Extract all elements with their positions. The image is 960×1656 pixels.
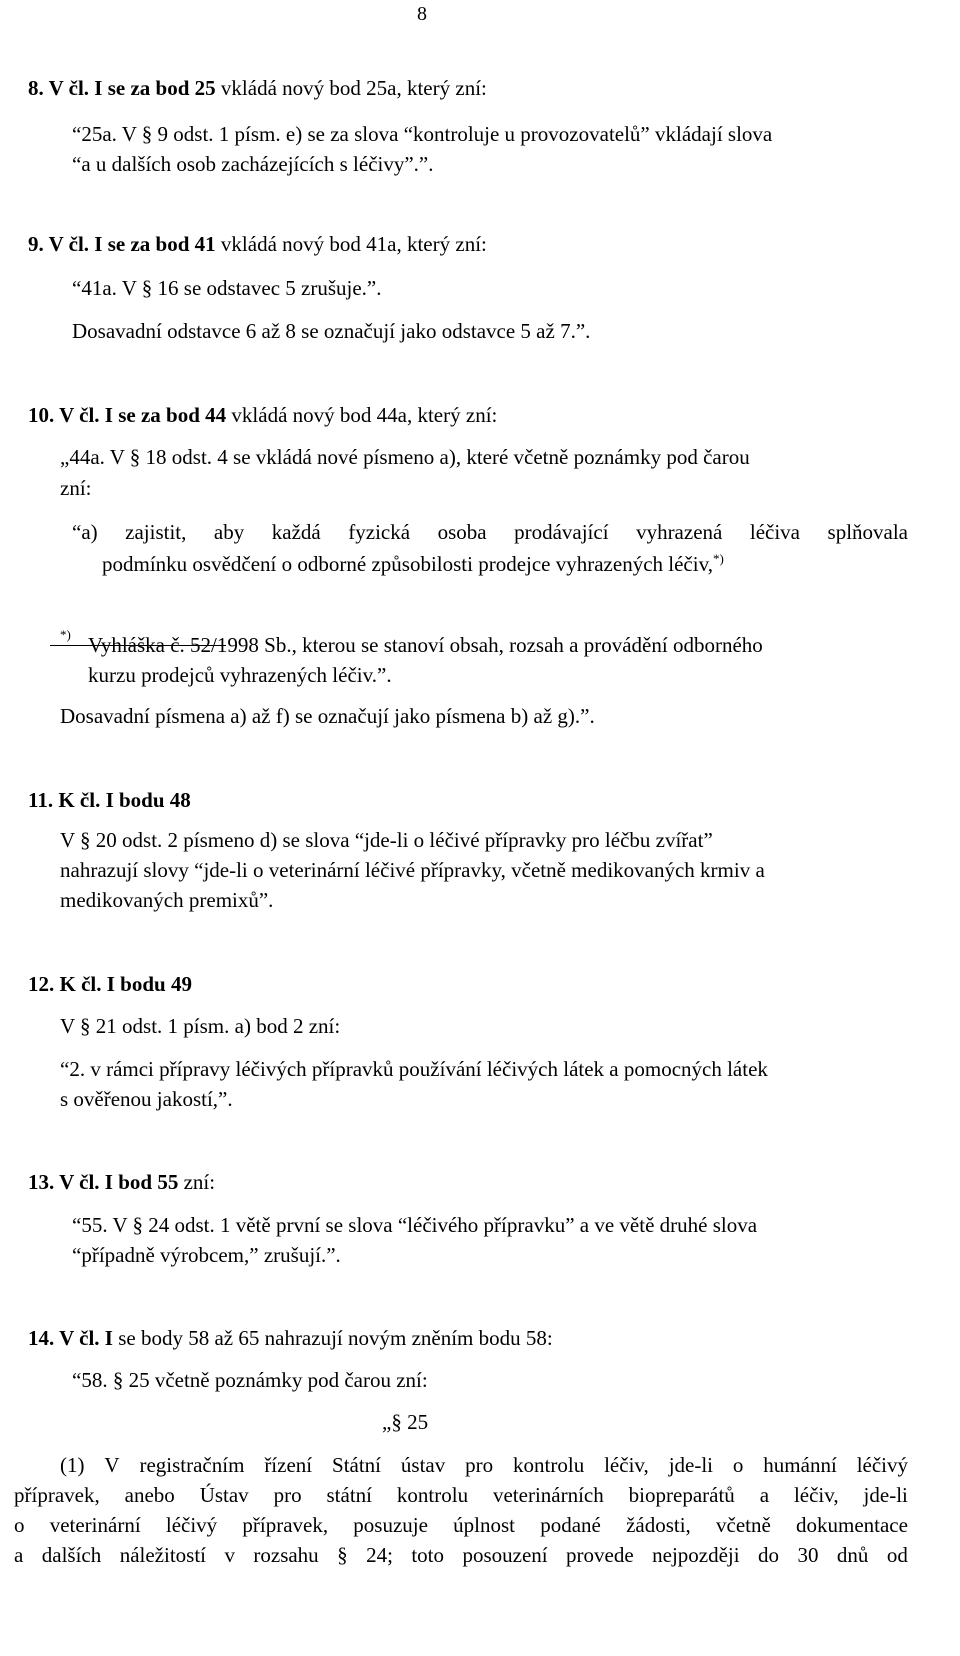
item-10-heading-bold: 10. V čl. I se za bod 44 xyxy=(28,403,227,427)
page-number: 8 xyxy=(417,3,427,25)
paragraph-1-line-3 xyxy=(14,1515,908,1536)
item-14-heading xyxy=(28,1328,553,1349)
word: splňovala xyxy=(827,520,908,544)
word: provede xyxy=(566,1543,634,1567)
item-9-heading xyxy=(28,234,487,255)
paragraph-1-text-3 xyxy=(14,1515,908,1536)
paragraph-1-text-1 xyxy=(60,1455,908,1476)
footnote-marker xyxy=(60,628,71,641)
word: podané xyxy=(540,1513,601,1537)
word: rozsahu xyxy=(253,1543,319,1567)
word: posuzuje xyxy=(353,1513,428,1537)
item-11-line-2: nahrazují slovy “jde-li o veterinární léčivé přípravky, včetně medikovaných krmiv a xyxy=(60,858,765,882)
word: léčiv, xyxy=(604,1453,649,1477)
word: 30 xyxy=(797,1543,819,1567)
word: a xyxy=(759,1483,770,1507)
word: včetně xyxy=(716,1513,771,1537)
word: léčiv, xyxy=(793,1483,839,1507)
word: posouzení xyxy=(462,1543,548,1567)
word: humánní xyxy=(763,1453,837,1477)
word: léčivý xyxy=(165,1513,218,1537)
word: kontrolu xyxy=(513,1453,585,1477)
item-13-heading xyxy=(28,1172,215,1193)
item-10-line-1: „44a. V § 18 odst. 4 se vkládá nové písmeno a), které včetně poznámky pod čarou xyxy=(60,445,750,469)
footnote-line-1: Vyhláška č. 52/1998 Sb., kterou se stanoví obsah, rozsah a provádění odborného xyxy=(88,633,763,657)
word: toto xyxy=(411,1543,445,1567)
item-13-heading-rest: zní: xyxy=(178,1170,216,1194)
word: fyzická xyxy=(348,520,411,544)
word: § xyxy=(337,1543,348,1567)
paragraph-1-text-4 xyxy=(14,1545,908,1566)
word: přípravek, xyxy=(14,1483,100,1507)
item-9-line-2: Dosavadní odstavce 6 až 8 se označují jako odstavce 5 až 7.”. xyxy=(72,319,591,343)
section-heading: „§ 25 xyxy=(382,1410,429,1434)
item-8-heading-rest: vkládá nový bod 25a, který zní: xyxy=(215,76,487,100)
word: jde-li xyxy=(668,1453,714,1477)
item-11-heading: 11. K čl. I bodu 48 xyxy=(28,788,191,812)
word: úplnost xyxy=(453,1513,515,1537)
item-14-line-1: “58. § 25 včetně poznámky pod čarou zní: xyxy=(72,1368,428,1392)
word: státní xyxy=(326,1483,372,1507)
item-10-heading-rest: vkládá nový bod 44a, který zní: xyxy=(226,403,498,427)
word: pro xyxy=(465,1453,494,1477)
item-10-letter-a-line-2 xyxy=(102,552,724,575)
word: přípravek, xyxy=(242,1513,329,1537)
word: v xyxy=(224,1543,235,1567)
word: Ústav xyxy=(199,1483,249,1507)
item-9-heading-rest: vkládá nový bod 41a, který zní: xyxy=(215,232,487,256)
footnote-reference: *) xyxy=(712,551,724,566)
word: dokumentace xyxy=(796,1513,908,1537)
word: od xyxy=(886,1543,908,1567)
word: vyhrazená xyxy=(636,520,723,544)
word: veterinární xyxy=(49,1513,141,1537)
word: nejpozději xyxy=(652,1543,740,1567)
letter-a-text xyxy=(72,522,908,543)
footnote-marker-text: *) xyxy=(60,627,71,642)
paragraph-1-line-1 xyxy=(60,1455,908,1476)
letter-a-text-2: podmínku osvědčení o odborné způsobilosti prodejce vyhrazených léčiv, xyxy=(102,552,713,576)
item-12-heading: 12. K čl. I bodu 49 xyxy=(28,972,192,996)
word: o xyxy=(732,1453,744,1477)
item-10-heading xyxy=(28,405,497,426)
item-13-line-2: “případně výrobcem,” zrušují.”. xyxy=(72,1243,341,1267)
word: zajistit, xyxy=(125,520,187,544)
word: anebo xyxy=(124,1483,175,1507)
item-8-heading-bold: 8. V čl. I se za bod 25 xyxy=(28,76,216,100)
item-8-line-1: “25a. V § 9 odst. 1 písm. e) se za slova “kontroluje u provozovatelů” vkládají slova xyxy=(72,122,773,146)
item-12-line-1: V § 21 odst. 1 písm. a) bod 2 zní: xyxy=(60,1014,341,1038)
word: registračním xyxy=(139,1453,245,1477)
item-10-line-2: zní: xyxy=(60,476,92,500)
item-14-heading-rest: se body 58 až 65 nahrazují novým zněním bodu 58: xyxy=(112,1326,553,1350)
footnote-line-2: kurzu prodejců vyhrazených léčiv.”. xyxy=(88,663,392,687)
paragraph-1-line-4 xyxy=(14,1545,908,1566)
item-12-line-3: s ověřenou jakostí,”. xyxy=(60,1087,233,1111)
item-14-heading-bold: 14. V čl. I xyxy=(28,1326,113,1350)
word: “a) xyxy=(72,520,98,544)
item-12-line-2: “2. v rámci přípravy léčivých přípravků používání léčivých látek a pomocných látek xyxy=(60,1057,768,1081)
word: kontrolu xyxy=(396,1483,469,1507)
item-8-heading xyxy=(28,78,487,99)
item-10-letter-a-line-1 xyxy=(72,522,908,543)
word: 24; xyxy=(366,1543,393,1567)
word: a xyxy=(14,1543,24,1567)
word: řízení xyxy=(264,1453,313,1477)
word: dalších xyxy=(41,1543,102,1567)
word: léčiva xyxy=(749,520,800,544)
word: žádosti, xyxy=(626,1513,691,1537)
word: jde-li xyxy=(863,1483,908,1507)
word: veterinárních xyxy=(492,1483,604,1507)
paragraph-1-text-2 xyxy=(14,1485,908,1506)
word: aby xyxy=(213,520,245,544)
word: do xyxy=(758,1543,780,1567)
item-9-heading-bold: 9. V čl. I se za bod 41 xyxy=(28,232,216,256)
word: Státní xyxy=(332,1453,382,1477)
item-13-line-1: “55. V § 24 odst. 1 větě první se slova “léčivého přípravku” a ve větě druhé slova xyxy=(72,1213,758,1237)
word: o xyxy=(14,1513,25,1537)
word: (1) xyxy=(60,1453,85,1477)
item-10-line-3: Dosavadní písmena a) až f) se označují jako písmena b) až g).”. xyxy=(60,704,595,728)
word: osoba xyxy=(437,520,487,544)
word: ústav xyxy=(400,1453,446,1477)
word: biopreparátů xyxy=(628,1483,735,1507)
word: náležitostí xyxy=(119,1543,206,1567)
item-11-line-1: V § 20 odst. 2 písmeno d) se slova “jde-li o léčivé přípravky pro léčbu zvířat” xyxy=(60,828,713,852)
item-8-line-2: “a u dalších osob zacházejících s léčivy”.”. xyxy=(72,152,434,176)
word: každá xyxy=(271,520,321,544)
word: prodávající xyxy=(514,520,609,544)
item-9-line-1: “41a. V § 16 se odstavec 5 zrušuje.”. xyxy=(72,276,382,300)
word: dnů xyxy=(836,1543,869,1567)
paragraph-1-line-2 xyxy=(14,1485,908,1506)
word: pro xyxy=(273,1483,302,1507)
item-11-line-3: medikovaných premixů”. xyxy=(60,888,274,912)
word: V xyxy=(104,1453,120,1477)
item-13-heading-bold: 13. V čl. I bod 55 xyxy=(28,1170,179,1194)
word: léčivý xyxy=(856,1453,908,1477)
